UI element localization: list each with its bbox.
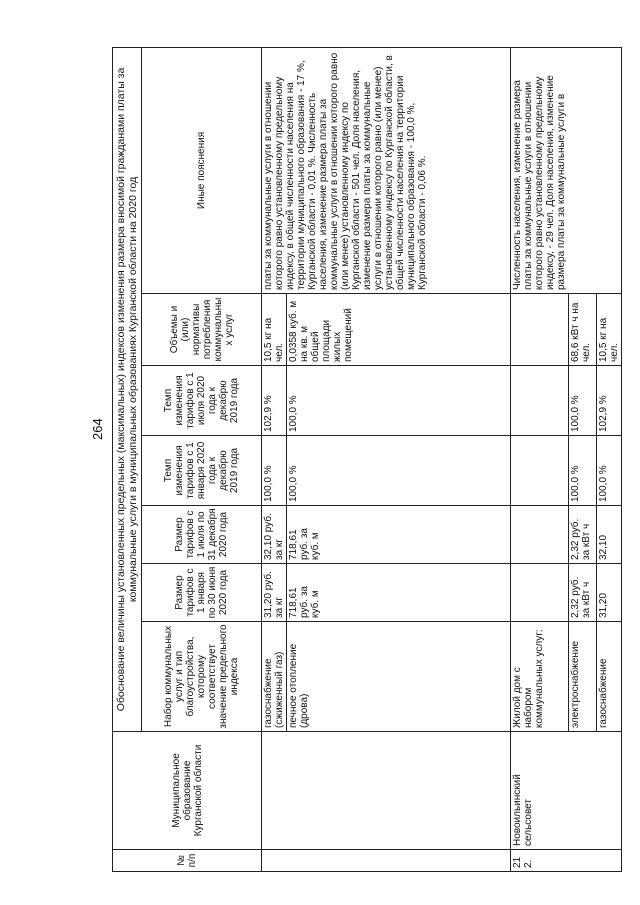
header-volumes: Объемы и (или) нормативы потребления коммунальных услуг [142, 294, 262, 366]
cell-num: 212. [511, 850, 622, 872]
cell-rate-jan: 100,0 % [262, 436, 287, 506]
index-table [112, 47, 622, 872]
header-rate-jan: Темп изменения тарифов с 1 января 2020 года к декабрю 2019 года [142, 436, 262, 506]
header-num: № п/п [113, 850, 262, 872]
cell-num [262, 850, 511, 872]
cell-rate-jul [511, 366, 569, 436]
cell-notes: платы за коммунальные услуги в отношении которого равно установленному предельному индексу, в общей численности населения на территории муниципального образования - 17 %, Курганской области - 0,01 %. Численность населения, изменение размера платы за коммунальные услуги в отношении которого равно (или менее) установленному индексу по Курганской области - 501 чел. Доля населения, изменение размера платы за коммунальные услуги в отношении которого равно (или менее) установленному индексу по Курганской области, в общей численности населения на территории муниципального образования - 100,0 %, Курганской области - 0,06 %. [262, 47, 511, 293]
cell-notes: Численность населения, изменение размера платы за коммунальные услуги в отношении которого равно установленному предельному индексу, - 29 чел. Доля населения, изменение размера платы за коммунальные услуги в [511, 47, 622, 293]
cell-volumes: 68,6 кВт ч на чел. [569, 294, 597, 366]
cell-rate-jul: 100,0 % [287, 366, 511, 436]
header-tariff-jul: Размер тарифов с 1 июля по 31 декабря 2020 года [142, 506, 262, 564]
cell-service: Жилой дом с набором коммунальных услуг: [511, 622, 569, 732]
cell-rate-jan: 100,0 % [597, 436, 622, 506]
cell-tariff-jan: 31,20 [597, 564, 622, 622]
header-rate-jul: Темп изменения тарифов с 1 июля 2020 года к декабрю 2019 года [142, 366, 262, 436]
cell-tariff-jul [511, 506, 569, 564]
cell-service: электроснабжение [569, 622, 597, 732]
cell-rate-jul: 102,9 % [262, 366, 287, 436]
cell-volumes [511, 294, 569, 366]
cell-municipality [262, 732, 511, 850]
cell-tariff-jul: 32,10 [597, 506, 622, 564]
cell-tariff-jul: 2,32 руб. за кВт ч [569, 506, 597, 564]
cell-tariff-jul: 718,61 руб. за куб. м [287, 506, 511, 564]
rotated-table-page [112, 48, 620, 872]
cell-rate-jan [511, 436, 569, 506]
cell-tariff-jan: 718,61 руб. за куб. м [287, 564, 511, 622]
cell-tariff-jan: 2,32 руб. за кВт ч [569, 564, 597, 622]
table-title: Обоснование величины установленных предельных (максимальных) индексов изменения размера вносимой гражданами платы за коммунальные услуги в муниципальных образованиях Курганской области на 2020 год [113, 47, 142, 731]
cell-service: газоснабжение (сжиженный газ) [262, 622, 287, 732]
page-number: 264 [90, 418, 105, 440]
cell-service: печное отопление (дрова) [287, 622, 511, 732]
cell-tariff-jul: 32,10 руб. за кг [262, 506, 287, 564]
header-service: Набор коммунальных услуг и тип благоустройства, которому соответствует значение предельного индекса [142, 622, 262, 732]
cell-rate-jan: 100,0 % [569, 436, 597, 506]
cell-volumes: 10,5 кг на чел. [597, 294, 622, 366]
cell-tariff-jan [511, 564, 569, 622]
cell-municipality: Новоильинский сельсовет [511, 732, 622, 850]
cell-rate-jul: 100,0 % [569, 366, 597, 436]
cell-service: газоснабжение [597, 622, 622, 732]
cell-volumes: 0,0358 куб. м на кв. м общей площади жилых помещений [287, 294, 511, 366]
cell-rate-jul: 102,9 % [597, 366, 622, 436]
cell-rate-jan: 100,0 % [287, 436, 511, 506]
header-tariff-jan: Размер тарифов с 1 января по 30 июня 2020 года [142, 564, 262, 622]
cell-tariff-jan: 31,20 руб. за кг [262, 564, 287, 622]
cell-volumes: 10,5 кг на чел. [262, 294, 287, 366]
header-municipality: Муниципальное образование Курганской области [113, 732, 262, 850]
header-notes: Иные пояснения [142, 47, 262, 293]
